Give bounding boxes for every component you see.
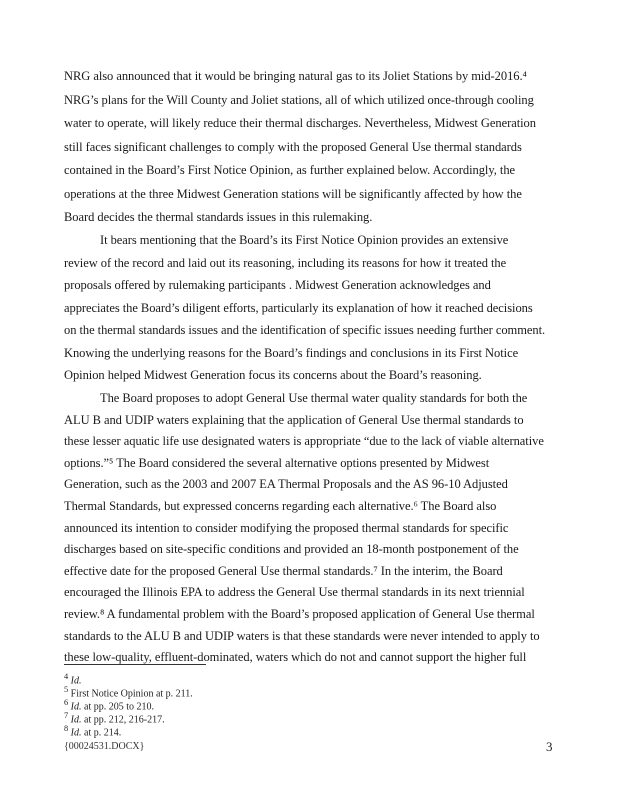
text-line: review.⁸ A fundamental problem with the Board’s proposed application of General Use thermal	[64, 607, 535, 621]
footnote-mark: 4	[64, 672, 69, 681]
footnote-mark: 5	[64, 685, 69, 694]
footnote-8	[64, 723, 121, 739]
footnote-text: at pp. 212, 216-217.	[81, 714, 165, 726]
text-line: these low-quality, effluent-dominated, waters which do not and cannot support the higher full	[64, 650, 527, 665]
text-line: NRG’s plans for the Will County and Joliet stations, all of which utilized once-through cooling	[64, 92, 534, 107]
text-line: Board decides the thermal standards issues in this rulemaking.	[64, 210, 373, 224]
text-line: It bears mentioning that the Board’s its First Notice Opinion provides an extensive	[100, 233, 509, 247]
footnote-ref: Id.	[70, 714, 82, 726]
footnote-separator	[64, 664, 206, 665]
text-line: The Board proposes to adopt General Use thermal water quality standards for both the	[100, 391, 528, 405]
footnote-text: at pp. 205 to 210.	[81, 701, 155, 713]
text-line: still faces significant challenges to comply with the proposed General Use thermal standards	[64, 139, 522, 154]
text-line: ALU B and UDIP waters explaining that the application of General Use thermal standards to	[64, 412, 524, 427]
text-line: proposals offered by rulemaking participants . Midwest Generation acknowledges and	[64, 278, 491, 292]
text-line: appreciates the Board’s diligent efforts, particularly its explanation of how it reached decisions	[64, 300, 533, 315]
text-line: Thermal Standards, but expressed concerns regarding each alternative.⁶ The Board also	[64, 499, 497, 513]
footnote-ref: Id.	[70, 675, 82, 687]
footnote-ref: Id.	[70, 701, 82, 713]
text-line: Knowing the underlying reasons for the Board’s findings and conclusions in its First Notice	[64, 345, 519, 360]
footnote-ref: Id.	[70, 727, 82, 739]
document-id: {00024531.DOCX}	[64, 741, 145, 752]
text-line: Generation, such as the 2003 and 2007 EA Thermal Proposals and the AS 96-10 Adjusted	[64, 477, 508, 492]
text-line: discharges based on site-specific conditions and provided an 18-month postponement of the	[64, 542, 519, 557]
text-line: announced its intention to consider modifying the proposed thermal standards for specific	[64, 520, 509, 535]
text-line: standards to the ALU B and UDIP waters is that these standards were never intended to apply to	[64, 628, 540, 643]
text-line: these lesser aquatic life use designated waters is appropriate “due to the lack of viable alternative	[64, 434, 544, 449]
text-line: encouraged the Illinois EPA to address the General Use thermal standards in its next triennial	[64, 585, 525, 600]
footnote-mark: 6	[64, 698, 69, 707]
text-line: on the thermal standards issues and the identification of specific issues needing further comment.	[64, 323, 546, 337]
text-line: review of the record and laid out its reasoning, including its reasons for how it treated the	[64, 255, 507, 270]
text-line: Opinion helped Midwest Generation focus its concerns about the Board’s reasoning.	[64, 368, 482, 382]
footnote-mark: 7	[64, 711, 69, 720]
page-number: 3	[546, 739, 553, 754]
text-line: NRG also announced that it would be bringing natural gas to its Joliet Stations by mid-2016.⁴	[64, 69, 527, 83]
footnote-text: First Notice Opinion at p. 211.	[70, 688, 193, 700]
footnote-mark: 8	[64, 724, 69, 733]
text-line: water to operate, will likely reduce their thermal discharges. Nevertheless, Midwest Generation	[64, 116, 536, 130]
text-line: contained in the Board’s First Notice Opinion, as further explained below. Accordingly, the	[64, 163, 516, 177]
footnote-text: at p. 214.	[81, 727, 122, 739]
text-line: options.”⁵ The Board considered the several alternative options presented by Midwest	[64, 455, 490, 470]
text-line: operations at the three Midwest Generation stations will be significantly affected by how the	[64, 186, 522, 201]
text-line: effective date for the proposed General Use thermal standards.⁷ In the interim, the Board	[64, 563, 503, 578]
